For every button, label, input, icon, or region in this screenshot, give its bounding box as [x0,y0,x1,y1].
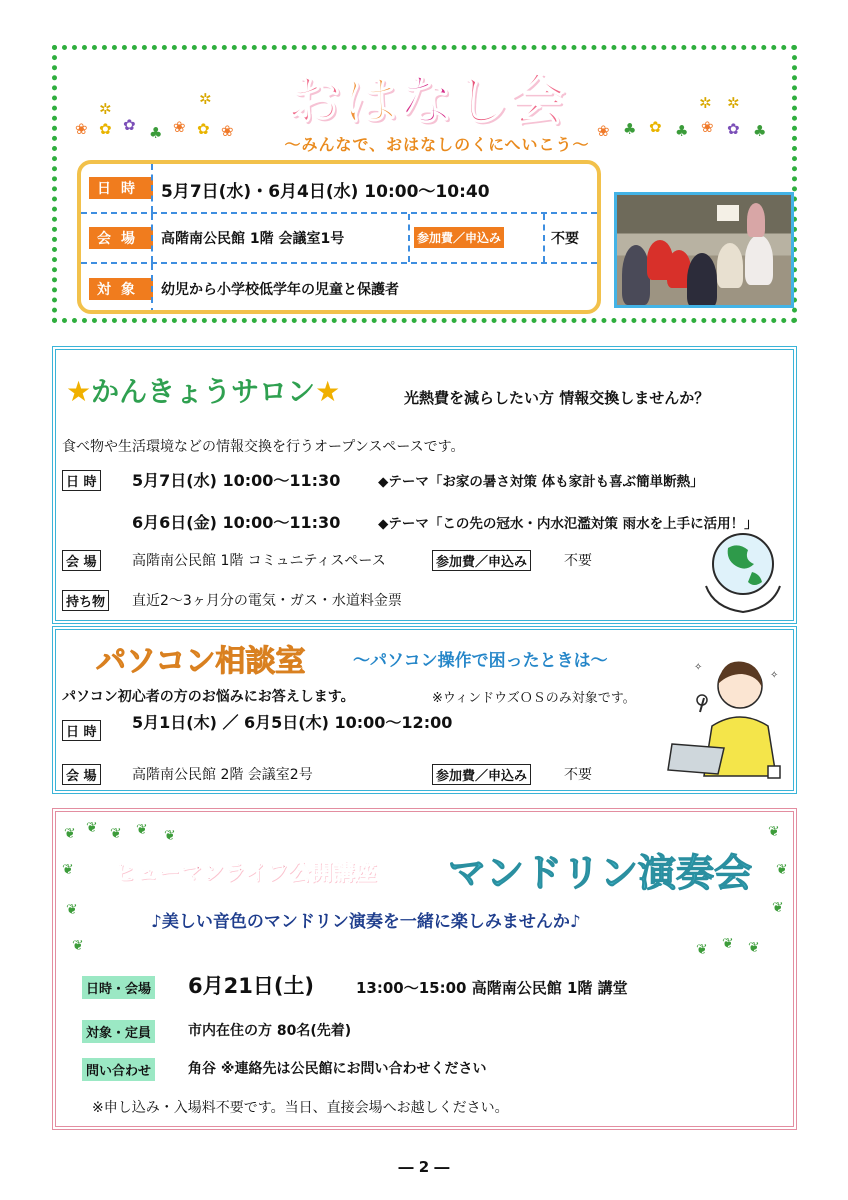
salon-venue-label: 会 場 [62,550,101,571]
leaf-icon: ❦ [72,938,84,954]
person-laptop-icon [666,656,790,786]
pasokon-title: パソコン相談室 [96,644,306,679]
leaf-icon: ❦ [776,862,788,878]
flower-icon: ✿ [123,116,136,134]
pasokon-fee-value: 不要 [564,767,592,783]
leaf-icon: ❦ [164,828,176,844]
pasokon-venue: 高階南公民館 2階 会議室2号 [132,767,313,783]
flower-icon: ❀ [221,122,234,140]
leaf-icon: ❦ [722,936,734,952]
ohanashi-subtitle: ～みんなで、おはなしのくにへいこう～ [284,135,590,154]
salon-fee-label: 参加費／申込み [432,550,531,571]
bee-icon: ✲ [199,90,212,108]
pasokon-section [52,626,797,794]
table-row [81,164,597,214]
leaf-icon: ❦ [66,902,78,918]
kankyou-salon-section [52,346,797,624]
flower-icon: ✿ [727,120,740,138]
flower-icon: ❀ [173,118,186,136]
pasokon-date: 5月1日(木) ／ 6月5日(木) 10:00～12:00 [132,713,453,732]
mandolin-course-title: ヒューマンライフ公開講座 [114,861,377,886]
svg-text:✧: ✧ [770,670,779,681]
table-row [81,264,597,314]
leaf-icon: ❦ [86,820,98,836]
leaf-icon: ❦ [110,826,122,842]
flower-icon: ❀ [701,118,714,136]
globe-icon [698,526,788,616]
pasokon-venue-label: 会 場 [62,764,101,785]
svg-text:✧: ✧ [694,662,703,673]
salon-date-label: 日 時 [62,470,101,491]
leaf-icon: ❦ [696,942,708,958]
salon-intro: 食べ物や生活環境などの情報交換を行うオープンスペースです。 [62,439,465,455]
venue-value: 高階南公民館 1階 会議室1号 [161,231,345,247]
mandolin-date-value: 13:00～15:00 高階南公民館 1階 講堂 [356,979,628,997]
bee-icon: ✲ [699,94,712,112]
leaf-icon: ❦ [748,940,760,956]
leaf-icon: ♣ [675,122,689,140]
mandolin-contact-value: 角谷 ※連絡先は公民館にお問い合わせください [188,1061,487,1077]
pasokon-subtitle: ～パソコン操作で困ったときは～ [353,651,608,671]
leaf-icon: ❦ [768,824,780,840]
leaf-icon: ❦ [64,826,76,842]
mandolin-target-value: 市内在住の方 80名(先着) [188,1023,352,1039]
leaf-icon: ❦ [62,862,74,878]
bee-icon: ✲ [727,94,740,112]
mandolin-section [52,808,797,1130]
table-row [81,214,597,264]
date-label: 日時 [89,177,153,199]
leaf-icon: ❦ [772,900,784,916]
flower-icon: ✿ [197,120,210,138]
mandolin-note: ※申し込み・入場料不要です。当日、直接会場へお越しください。 [92,1100,509,1116]
leaf-icon: ♣ [753,122,767,140]
fee-value: 不要 [551,231,579,247]
pasokon-note: ※ウィンドウズＯＳのみ対象です。 [432,691,636,706]
bee-icon: ✲ [99,100,112,118]
ohanashi-info-table [77,160,601,314]
storytelling-photo [614,192,794,308]
leaf-icon: ♣ [149,124,163,142]
mandolin-target-label: 対象・定員 [82,1020,155,1043]
leaf-icon: ♣ [623,120,637,138]
venue-label: 会場 [89,227,153,249]
page-number: ― 2 ― [398,1158,450,1176]
pasokon-intro: パソコン初心者の方のお悩みにお答えします。 [62,689,355,705]
mandolin-lead: ♪美しい音色のマンドリン演奏を一緒に楽しみませんか♪ [151,912,581,932]
pasokon-fee-label: 参加費／申込み [432,764,531,785]
mandolin-title: マンドリン演奏会 [448,851,753,895]
ohanashi-title: おはなし会 [287,69,567,132]
salon-fee-value: 不要 [564,553,592,569]
flower-icon: ❀ [597,122,610,140]
target-value: 幼児から小学校低学年の児童と保護者 [161,282,399,298]
salon-theme-1: ◆テーマ「お家の暑さ対策 体も家計も喜ぶ簡単断熱」 [378,474,704,490]
target-label: 対象 [89,278,153,300]
leaf-icon: ❦ [136,822,148,838]
salon-venue: 高階南公民館 1階 コミュニティスペース [132,553,386,569]
salon-bring: 直近2～3ヶ月分の電気・ガス・水道料金票 [132,593,402,609]
salon-date-2: 6月6日(金) 10:00～11:30 [132,513,341,532]
flower-icon: ✿ [99,120,112,138]
mandolin-date-big: 6月21日(土) [188,974,315,998]
salon-theme-2: ◆テーマ「この先の冠水・内水氾濫対策 雨水を上手に活用！」 [378,516,758,532]
salon-bring-label: 持ち物 [62,590,109,611]
date-value: 5月7日(水)・6月4日(水) 10:00～10:40 [161,182,490,202]
salon-lead: 光熱費を減らしたい方 情報交換しませんか？ [404,389,710,407]
flower-icon: ❀ [75,120,88,138]
flower-icon: ✿ [649,118,662,136]
salon-date-1: 5月7日(水) 10:00～11:30 [132,471,341,490]
ohanashi-section [52,45,797,323]
mandolin-contact-label: 問い合わせ [82,1058,155,1081]
pasokon-date-label: 日 時 [62,720,101,741]
fee-label: 参加費／申込み [414,227,504,248]
salon-title: ★かんきょうサロン★ [66,375,341,408]
mandolin-date-label: 日時・会場 [82,976,155,999]
